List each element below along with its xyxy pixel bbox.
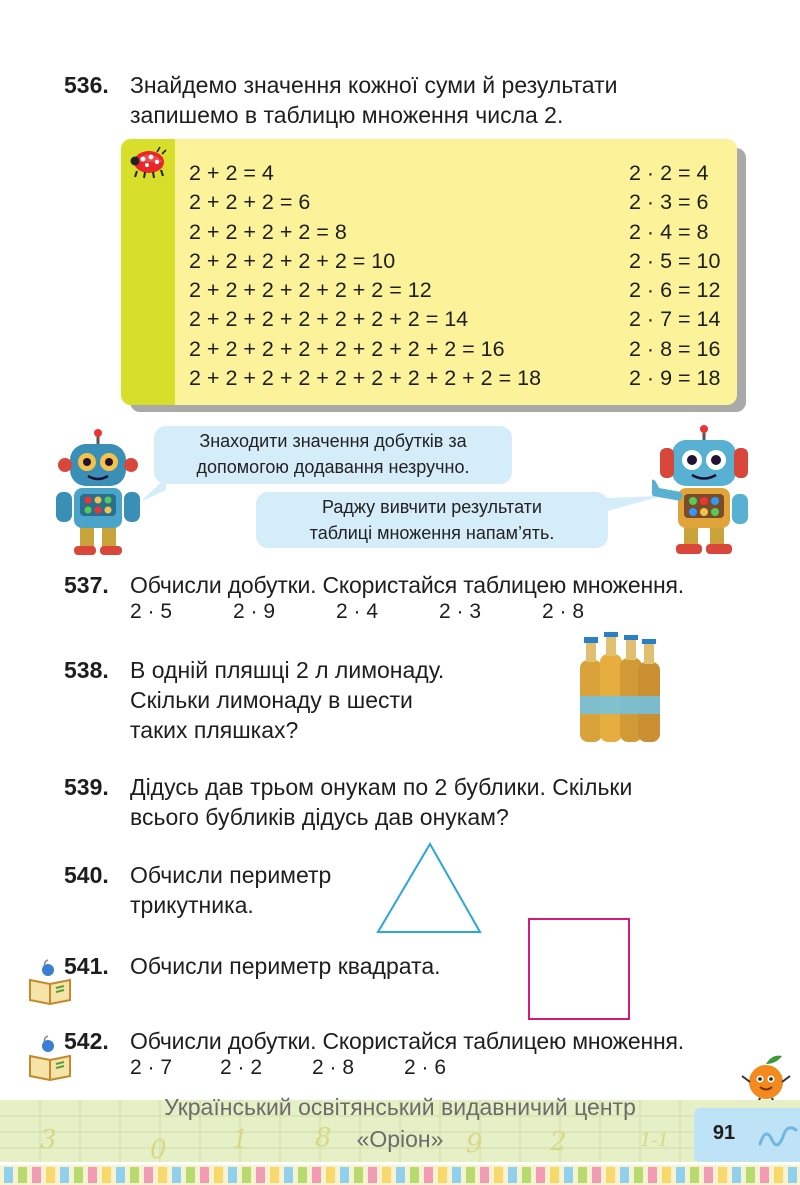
task-text: Обчисли периметр квадрата. [130,953,441,979]
product-row: 2 · 3 = 6 [629,190,709,215]
product-item: 2 · 4 [336,600,379,623]
sum-row: 2 + 2 + 2 + 2 + 2 + 2 + 2 + 2 + 2 = 18 [189,366,542,391]
task-536 [64,70,736,130]
product-item: 2 · 8 [542,600,585,623]
task-text-line2: всього бубликів дідусь дав онукам? [130,804,509,830]
ladybug-icon [129,145,169,179]
svg-text:3: 3 [40,1125,57,1155]
task-542 [64,1026,744,1056]
task-text-line1: Дідусь дав трьом онукам по 2 бублики. Скільки [130,774,633,800]
product-item: 2 · 6 [404,1056,447,1079]
bubble-line: Знаходити значення добутків за [199,431,467,451]
task-number: 536. [64,72,109,98]
product-row: 2 · 6 = 12 [629,278,721,303]
sum-row: 2 + 2 + 2 + 2 + 2 + 2 = 12 [189,278,432,303]
task-541 [64,951,504,981]
speech-bubble-left [154,426,512,484]
bubble-line: Раджу вивчити результати [322,497,542,517]
task-number: 537. [64,572,109,598]
publisher-name: Український освітянський видавничий центр [164,1094,636,1120]
products-537 [130,600,584,624]
sum-row: 2 + 2 + 2 = 6 [189,190,311,215]
task-text-line: трикутника. [130,892,254,918]
product-item: 2 · 3 [439,600,482,623]
task-number: 540. [64,862,109,888]
product-item: 2 · 5 [130,600,173,623]
products-542 [130,1056,446,1080]
publisher-brand: «Оріон» [356,1126,444,1152]
robot-left-icon [50,428,146,558]
product-item: 2 · 2 [220,1056,263,1079]
task-number: 538. [64,657,109,683]
product-row: 2 · 4 = 8 [629,219,709,244]
task-text-line: В одній пляшці 2 л лимонаду. [130,657,445,683]
svg-text:2: 2 [550,1127,567,1157]
product-row: 2 · 2 = 4 [629,161,709,185]
task-540 [64,860,384,920]
products-column [629,159,720,393]
triangle-shape [374,840,486,936]
task-number: 542. [64,1028,109,1054]
bubble-line: таблиці множення напам’ять. [309,523,555,543]
task-text: Обчисли добутки. Скористайся таблицею множення. [130,572,684,598]
task-text-line2: запишемо в таблицю множення числа 2. [130,102,564,128]
sum-row: 2 + 2 + 2 + 2 + 2 + 2 + 2 = 14 [189,307,469,332]
product-item: 2 · 9 [233,600,276,623]
product-row: 2 · 9 = 18 [629,366,721,391]
task-number: 541. [64,953,109,979]
page-number: 91 [712,1122,736,1144]
robot-right-icon [652,424,756,558]
product-row: 2 · 8 = 16 [629,336,721,361]
svg-text:0: 0 [150,1135,167,1162]
task-539 [64,772,736,832]
task-text-line1: Знайдемо значення кожної суми й результати [130,72,618,98]
task-text-line: Скільки лимонаду в шести [130,687,413,713]
sum-row: 2 + 2 = 4 [189,161,274,185]
square-shape [528,918,630,1020]
product-row: 2 · 7 = 14 [629,307,721,332]
task-538 [64,655,524,747]
svg-text:9: 9 [466,1129,483,1159]
svg-text:8: 8 [315,1123,332,1153]
task-number: 539. [64,774,109,800]
svg-text:1-1: 1-1 [640,1130,669,1151]
footer-color-strip [0,1162,800,1185]
speech-bubble-right [256,492,608,548]
pen-scribble-icon [756,1118,800,1152]
product-item: 2 · 8 [312,1056,355,1079]
task-text: Обчисли добутки. Скористайся таблицею множення. [130,1028,684,1054]
sum-row: 2 + 2 + 2 + 2 = 8 [189,219,347,244]
multiplication-table-card [121,139,737,405]
sum-row: 2 + 2 + 2 + 2 + 2 = 10 [189,248,396,273]
product-row: 2 · 5 = 10 [629,248,721,273]
lemonade-bottles-icon [578,632,662,750]
bubble-line: допомогою додавання незручно. [196,457,470,477]
task-text-line: таких пляшках? [130,717,299,743]
task-text-line: Обчисли периметр [130,862,332,888]
sums-column [189,159,541,393]
svg-text:1: 1 [232,1125,249,1155]
sum-row: 2 + 2 + 2 + 2 + 2 + 2 + 2 + 2 = 16 [189,336,505,361]
product-item: 2 · 7 [130,1056,173,1079]
